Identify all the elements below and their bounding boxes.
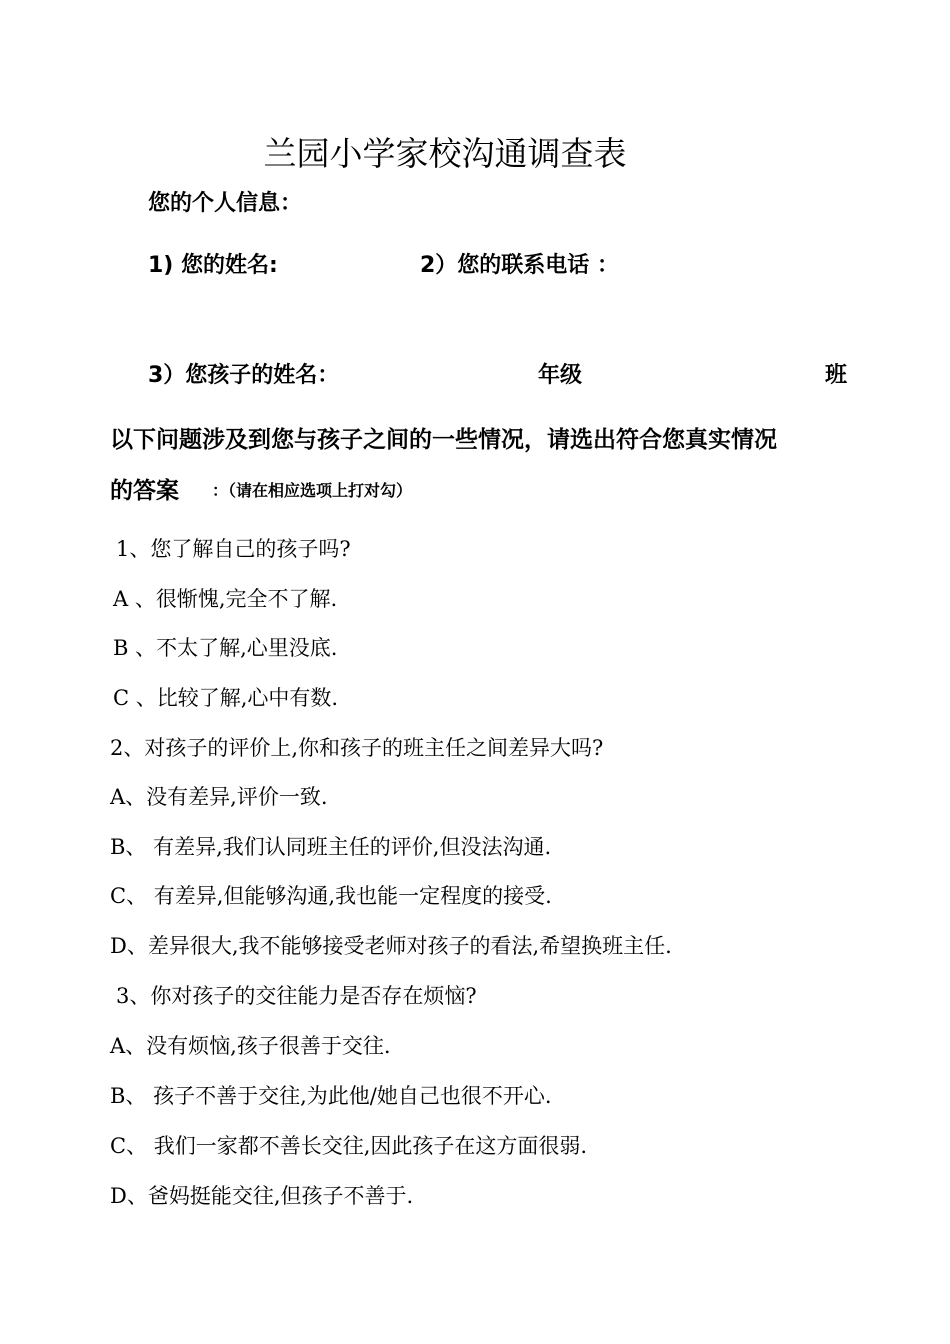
q3-option-c[interactable]: C、 我们一家都不善长交往,因此孩子在这方面很弱. [110,1134,588,1158]
q1-option-c[interactable]: C 、比较了解,心中有数. [113,686,339,710]
question-2: 2、对孩子的评价上,你和孩子的班主任之间差异大吗? [110,736,604,760]
class-label: 班 [825,363,848,388]
q2-option-b[interactable]: B、 有差异,我们认同班主任的评价,但没法沟通. [110,835,552,859]
q3-option-d[interactable]: D、爸妈挺能交往,但孩子不善于. [110,1184,414,1208]
q1-option-b[interactable]: B 、不太了解,心里没底. [113,636,338,660]
q2-option-c[interactable]: C、 有差异,但能够沟通,我也能一定程度的接受. [110,884,552,908]
personal-info-heading: 您的个人信息： [148,191,303,216]
intro-line-1: 以下问题涉及到您与孩子之间的一些情况，请选出符合您真实情况 [110,427,777,453]
question-3: 3、你对孩子的交往能力是否存在烦恼? [116,984,477,1008]
q2-option-a[interactable]: A、没有差异,评价一致. [110,785,328,809]
name-label: 1) 您的姓名: [148,253,278,278]
q2-option-d[interactable]: D、差异很大,我不能够接受老师对孩子的看法,希望换班主任. [110,934,672,958]
q3-option-a[interactable]: A、没有烦恼,孩子很善于交往. [110,1034,391,1058]
phone-label: 2）您的联系电话 ： [420,253,619,278]
intro-note: ：（请在相应选项上打对勾） [212,481,413,500]
q1-option-a[interactable]: A 、很惭愧,完全不了解. [113,587,338,611]
child-name-label: 3）您孩子的姓名： [148,363,340,388]
page-title: 兰园小学家校沟通调查表 [263,134,627,173]
q3-option-b[interactable]: B、 孩子不善于交往,为此他/她自己也很不开心. [110,1084,552,1108]
grade-label: 年级 [538,363,583,388]
intro-line-2: 的答案 [110,478,179,504]
question-1: 1、您了解自己的孩子吗? [116,537,351,561]
